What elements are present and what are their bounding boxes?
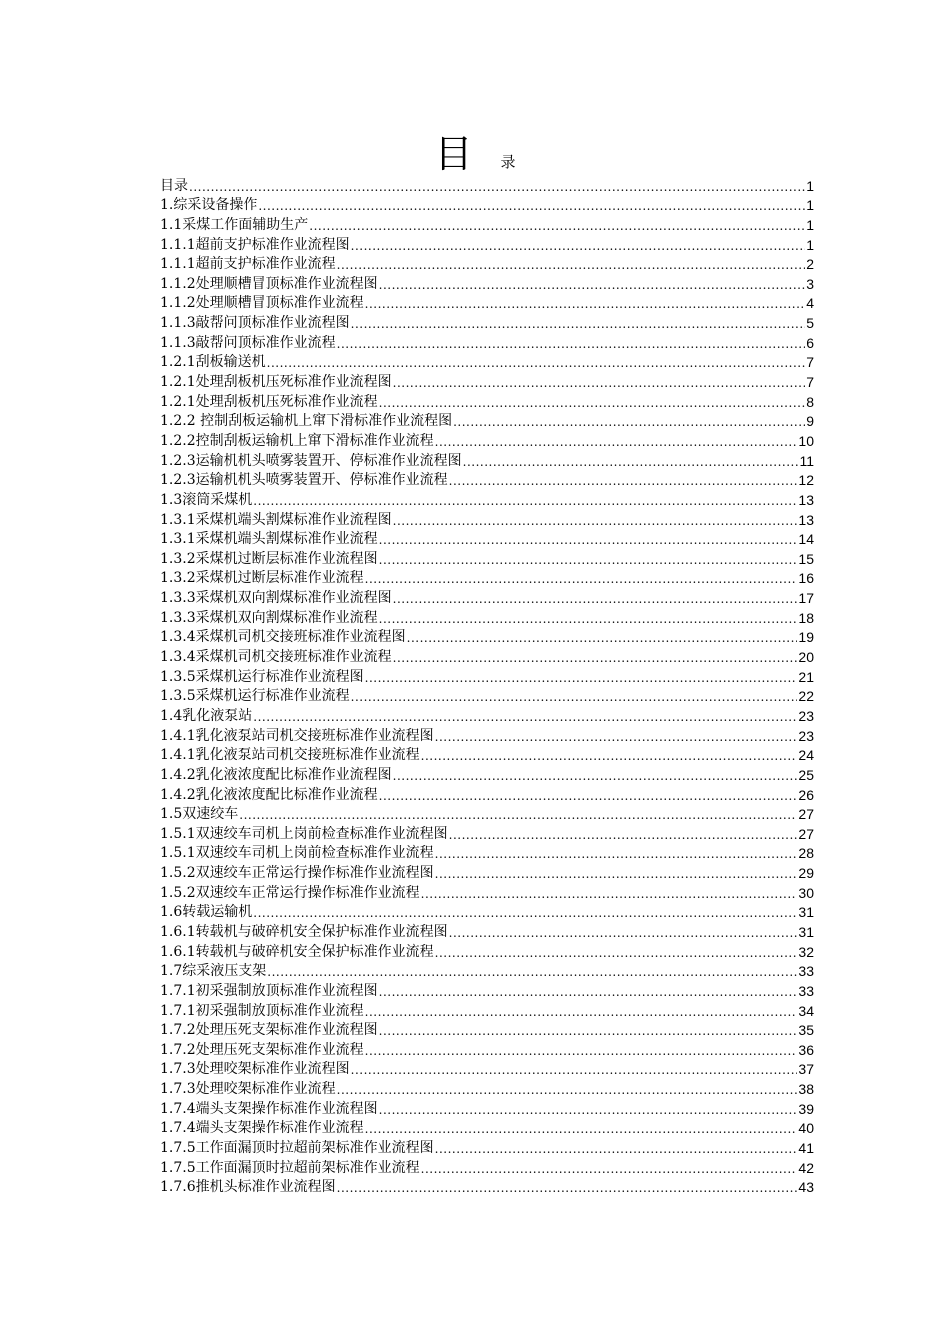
toc-entry-page-number: 27: [798, 825, 814, 842]
toc-entry[interactable]: [160, 1137, 814, 1157]
toc-dot-leader: [449, 475, 798, 487]
toc-dot-leader: [365, 298, 806, 310]
toc-entry-page-number: 28: [798, 845, 814, 862]
toc-entry-label: 1.4.2乳化液浓度配比标准作业流程图: [160, 766, 392, 783]
toc-entry-page-number: 6: [806, 334, 814, 351]
toc-entry[interactable]: [160, 941, 814, 961]
toc-dot-leader: [365, 1123, 798, 1135]
toc-entry-page-number: 36: [798, 1041, 814, 1058]
toc-entry-label: 1.2.3运输机机头喷雾装置开、停标准作业流程图: [160, 452, 462, 469]
toc-entry-page-number: 26: [798, 786, 814, 803]
toc-entry[interactable]: [160, 411, 814, 431]
toc-dot-leader: [421, 750, 798, 762]
toc-entry-page-number: 23: [798, 727, 814, 744]
toc-entry[interactable]: [160, 823, 814, 843]
toc-entry[interactable]: [160, 568, 814, 588]
toc-entry-page-number: 18: [798, 609, 814, 626]
toc-dot-leader: [453, 416, 805, 428]
toc-entry-label: 1.7.1初采强制放顶标准作业流程: [160, 1002, 364, 1019]
toc-entry[interactable]: [160, 1177, 814, 1197]
toc-entry-page-number: 31: [798, 904, 814, 921]
toc-entry[interactable]: [160, 195, 814, 215]
toc-dot-leader: [189, 181, 805, 193]
toc-entry-page-number: 33: [798, 963, 814, 980]
toc-entry[interactable]: [160, 843, 814, 863]
toc-entry-label: 1.6转载运输机: [160, 904, 253, 921]
toc-entry-label: 1.1.1超前支护标准作业流程图: [160, 236, 350, 253]
toc-entry-page-number: 10: [798, 432, 814, 449]
toc-entry-page-number: 1: [806, 216, 814, 233]
toc-entry[interactable]: [160, 725, 814, 745]
toc-entry-label: 1.3.1采煤机端头割煤标准作业流程: [160, 531, 378, 548]
toc-entry[interactable]: [160, 214, 814, 234]
toc-entry-page-number: 19: [798, 629, 814, 646]
toc-dot-leader: [379, 397, 806, 409]
toc-dot-leader: [449, 829, 798, 841]
toc-entry-page-number: 13: [798, 511, 814, 528]
toc-dot-leader: [379, 986, 798, 998]
toc-entry-page-number: 37: [798, 1061, 814, 1078]
toc-entry-page-number: 1: [806, 177, 814, 194]
toc-entry-page-number: 9: [806, 413, 814, 430]
toc-entry-label: 1.7.1初采强制放顶标准作业流程图: [160, 982, 378, 999]
toc-entry-label: 1.1.3敲帮问顶标准作业流程: [160, 334, 336, 351]
toc-entry[interactable]: [160, 980, 814, 1000]
toc-dot-leader: [379, 554, 798, 566]
toc-entry[interactable]: [160, 430, 814, 450]
toc-dot-leader: [351, 318, 806, 330]
toc-entry-label: 1.5.2双速绞车正常运行操作标准作业流程图: [160, 865, 434, 882]
toc-entry[interactable]: [160, 1039, 814, 1059]
toc-entry[interactable]: [160, 1020, 814, 1040]
toc-entry-label: 1.2.1处理刮板机压死标准作业流程图: [160, 374, 392, 391]
toc-entry-label: 1.4乳化液泵站: [160, 707, 253, 724]
toc-entry-page-number: 13: [798, 491, 814, 508]
toc-entry[interactable]: [160, 1000, 814, 1020]
toc-entry[interactable]: [160, 804, 814, 824]
toc-entry-page-number: 5: [806, 315, 814, 332]
toc-entry-label: 1.5.1双速绞车司机上岗前检查标准作业流程: [160, 845, 434, 862]
toc-entry-label: 1.6.1转载机与破碎机安全保护标准作业流程图: [160, 923, 448, 940]
toc-dot-leader: [379, 534, 798, 546]
toc-entry[interactable]: [160, 705, 814, 725]
toc-entry[interactable]: [160, 293, 814, 313]
toc-entry[interactable]: [160, 1157, 814, 1177]
toc-entry-label: 1.5双速绞车: [160, 806, 239, 823]
toc-dot-leader: [337, 1084, 798, 1096]
toc-entry[interactable]: [160, 961, 814, 981]
toc-entry-page-number: 14: [798, 531, 814, 548]
toc-entry-label: 1.2.1处理刮板机压死标准作业流程: [160, 393, 378, 410]
toc-entry[interactable]: [160, 587, 814, 607]
toc-dot-leader: [365, 573, 798, 585]
toc-dot-leader: [393, 593, 798, 605]
toc-dot-leader: [365, 1006, 798, 1018]
toc-entry-label: 1.6.1转载机与破碎机安全保护标准作业流程: [160, 943, 434, 960]
toc-entry[interactable]: [160, 646, 814, 666]
toc-dot-leader: [393, 515, 798, 527]
toc-entry[interactable]: [160, 666, 814, 686]
toc-entry-label: 1.7.3处理咬架标准作业流程: [160, 1081, 336, 1098]
toc-entry[interactable]: [160, 234, 814, 254]
toc-entry-label: 1.5.2双速绞车正常运行操作标准作业流程: [160, 884, 420, 901]
toc-dot-leader: [309, 220, 805, 232]
toc-entry-label: 1.7.6推机头标准作业流程图: [160, 1179, 336, 1196]
toc-entry[interactable]: [160, 254, 814, 274]
toc-entry-label: 目录: [160, 177, 188, 194]
toc-entry[interactable]: [160, 882, 814, 902]
toc-entry[interactable]: [160, 1098, 814, 1118]
toc-entry-label: 1.7.4端头支架操作标准作业流程图: [160, 1100, 378, 1117]
toc-entry-label: 1.3滚筒采煤机: [160, 491, 253, 508]
toc-entry[interactable]: [160, 312, 814, 332]
toc-dot-leader: [351, 691, 798, 703]
page-title-main: 目: [434, 132, 473, 176]
toc-dot-leader: [365, 1045, 798, 1057]
toc-entry-page-number: 8: [806, 393, 814, 410]
toc-dot-leader: [253, 907, 797, 919]
toc-dot-leader: [337, 338, 806, 350]
toc-entry-label: 1.4.1乳化液泵站司机交接班标准作业流程图: [160, 727, 434, 744]
toc-entry-page-number: 21: [798, 668, 814, 685]
toc-entry-page-number: 1: [806, 197, 814, 214]
table-of-contents: [160, 175, 814, 1196]
toc-dot-leader: [267, 966, 797, 978]
toc-entry-label: 1.7综采液压支架: [160, 963, 267, 980]
toc-entry[interactable]: [160, 745, 814, 765]
toc-dot-leader: [393, 652, 798, 664]
toc-entry-label: 1.4.2乳化液浓度配比标准作业流程: [160, 786, 378, 803]
toc-dot-leader: [435, 868, 798, 880]
toc-dot-leader: [253, 495, 797, 507]
toc-entry[interactable]: [160, 509, 814, 529]
toc-dot-leader: [258, 200, 805, 212]
toc-dot-leader: [435, 947, 798, 959]
toc-entry-label: 1.2.2控制刮板运输机上窜下滑标准作业流程: [160, 432, 434, 449]
toc-entry-page-number: 2: [806, 256, 814, 273]
toc-entry-page-number: 43: [798, 1179, 814, 1196]
toc-entry[interactable]: [160, 921, 814, 941]
toc-dot-leader: [379, 1104, 798, 1116]
toc-entry-label: 1.3.3采煤机双向割煤标准作业流程: [160, 609, 378, 626]
toc-entry-page-number: 1: [806, 236, 814, 253]
toc-entry-label: 1.1.1超前支护标准作业流程: [160, 256, 336, 273]
toc-entry-label: 1.7.5工作面漏顶时拉超前架标准作业流程图: [160, 1140, 434, 1157]
toc-dot-leader: [435, 848, 798, 860]
toc-entry-page-number: 16: [798, 570, 814, 587]
toc-entry[interactable]: [160, 489, 814, 509]
page-title-sub: 录: [500, 153, 516, 171]
toc-entry-page-number: 34: [798, 1002, 814, 1019]
toc-entry-page-number: 42: [798, 1159, 814, 1176]
toc-entry-page-number: 3: [806, 275, 814, 292]
toc-dot-leader: [365, 672, 798, 684]
toc-entry-label: 1.7.5工作面漏顶时拉超前架标准作业流程: [160, 1159, 420, 1176]
toc-entry-page-number: 31: [798, 923, 814, 940]
toc-entry-label: 1.综采设备操作: [160, 197, 258, 214]
toc-entry[interactable]: [160, 450, 814, 470]
toc-dot-leader: [449, 927, 798, 939]
toc-entry[interactable]: [160, 371, 814, 391]
toc-entry-page-number: 32: [798, 943, 814, 960]
toc-dot-leader: [407, 632, 798, 644]
toc-entry-page-number: 12: [798, 472, 814, 489]
toc-dot-leader: [393, 770, 798, 782]
page-title: [0, 132, 950, 176]
toc-entry-page-number: 39: [798, 1100, 814, 1117]
toc-dot-leader: [379, 279, 806, 291]
toc-entry[interactable]: [160, 686, 814, 706]
toc-entry-label: 1.1.3敲帮问顶标准作业流程图: [160, 315, 350, 332]
toc-entry[interactable]: [160, 175, 814, 195]
toc-entry-label: 1.7.2处理压死支架标准作业流程图: [160, 1022, 378, 1039]
toc-dot-leader: [337, 1182, 798, 1194]
toc-entry[interactable]: [160, 273, 814, 293]
toc-entry-page-number: 38: [798, 1081, 814, 1098]
toc-entry[interactable]: [160, 470, 814, 490]
toc-entry-page-number: 40: [798, 1120, 814, 1137]
toc-dot-leader: [379, 613, 798, 625]
toc-entry-page-number: 7: [806, 374, 814, 391]
toc-dot-leader: [379, 1025, 798, 1037]
toc-entry-label: 1.3.2采煤机过断层标准作业流程: [160, 570, 364, 587]
toc-entry-label: 1.3.3采煤机双向割煤标准作业流程图: [160, 590, 392, 607]
toc-entry-page-number: 4: [806, 295, 814, 312]
toc-dot-leader: [337, 259, 806, 271]
toc-entry[interactable]: [160, 548, 814, 568]
toc-entry-label: 1.1采煤工作面辅助生产: [160, 216, 309, 233]
toc-dot-leader: [421, 1163, 798, 1175]
toc-dot-leader: [253, 711, 797, 723]
toc-dot-leader: [435, 1143, 798, 1155]
toc-entry[interactable]: [160, 1078, 814, 1098]
toc-entry[interactable]: [160, 529, 814, 549]
toc-entry-page-number: 17: [798, 590, 814, 607]
toc-entry-page-number: 25: [798, 766, 814, 783]
toc-entry-label: 1.3.1采煤机端头割煤标准作业流程图: [160, 511, 392, 528]
toc-entry-label: 1.3.4采煤机司机交接班标准作业流程图: [160, 629, 406, 646]
toc-dot-leader: [379, 790, 798, 802]
toc-entry-label: 1.3.5采煤机运行标准作业流程: [160, 688, 350, 705]
toc-dot-leader: [239, 809, 797, 821]
toc-entry-page-number: 29: [798, 865, 814, 882]
toc-entry-label: 1.4.1乳化液泵站司机交接班标准作业流程: [160, 747, 420, 764]
toc-entry[interactable]: [160, 391, 814, 411]
toc-entry-page-number: 27: [798, 806, 814, 823]
toc-entry-page-number: 15: [798, 550, 814, 567]
toc-dot-leader: [463, 456, 799, 468]
toc-entry-label: 1.5.1双速绞车司机上岗前检查标准作业流程图: [160, 825, 448, 842]
toc-entry-page-number: 30: [798, 884, 814, 901]
toc-entry-label: 1.1.2处理顺槽冒顶标准作业流程: [160, 295, 364, 312]
toc-entry-page-number: 35: [798, 1022, 814, 1039]
toc-dot-leader: [393, 377, 806, 389]
toc-entry-page-number: 41: [798, 1140, 814, 1157]
toc-entry-label: 1.2.1刮板输送机: [160, 354, 266, 371]
toc-entry-page-number: 23: [798, 707, 814, 724]
toc-entry[interactable]: [160, 784, 814, 804]
toc-entry-page-number: 7: [806, 354, 814, 371]
toc-entry[interactable]: [160, 607, 814, 627]
toc-dot-leader: [351, 240, 806, 252]
toc-entry[interactable]: [160, 862, 814, 882]
toc-entry-page-number: 20: [798, 649, 814, 666]
toc-entry[interactable]: [160, 902, 814, 922]
toc-entry-page-number: 22: [798, 688, 814, 705]
toc-entry-label: 1.7.2处理压死支架标准作业流程: [160, 1041, 364, 1058]
toc-dot-leader: [351, 1064, 798, 1076]
toc-entry[interactable]: [160, 764, 814, 784]
toc-entry-label: 1.3.5采煤机运行标准作业流程图: [160, 668, 364, 685]
toc-entry[interactable]: [160, 352, 814, 372]
toc-entry[interactable]: [160, 332, 814, 352]
toc-entry-label: 1.2.3运输机机头喷雾装置开、停标准作业流程: [160, 472, 448, 489]
toc-dot-leader: [435, 731, 798, 743]
toc-entry[interactable]: [160, 1118, 814, 1138]
toc-entry-page-number: 33: [798, 982, 814, 999]
toc-dot-leader: [421, 888, 798, 900]
toc-entry-label: 1.3.2采煤机过断层标准作业流程图: [160, 550, 378, 567]
toc-entry-page-number: 24: [798, 747, 814, 764]
toc-entry-label: 1.1.2处理顺槽冒顶标准作业流程图: [160, 275, 378, 292]
toc-entry[interactable]: [160, 627, 814, 647]
toc-entry[interactable]: [160, 1059, 814, 1079]
toc-dot-leader: [435, 436, 798, 448]
toc-entry-label: 1.3.4采煤机司机交接班标准作业流程: [160, 649, 392, 666]
toc-entry-label: 1.7.3处理咬架标准作业流程图: [160, 1061, 350, 1078]
toc-entry-label: 1.2.2 控制刮板运输机上窜下滑标准作业流程图: [160, 413, 453, 430]
toc-entry-label: 1.7.4端头支架操作标准作业流程: [160, 1120, 364, 1137]
toc-entry-page-number: 11: [799, 452, 814, 469]
toc-dot-leader: [267, 357, 806, 369]
